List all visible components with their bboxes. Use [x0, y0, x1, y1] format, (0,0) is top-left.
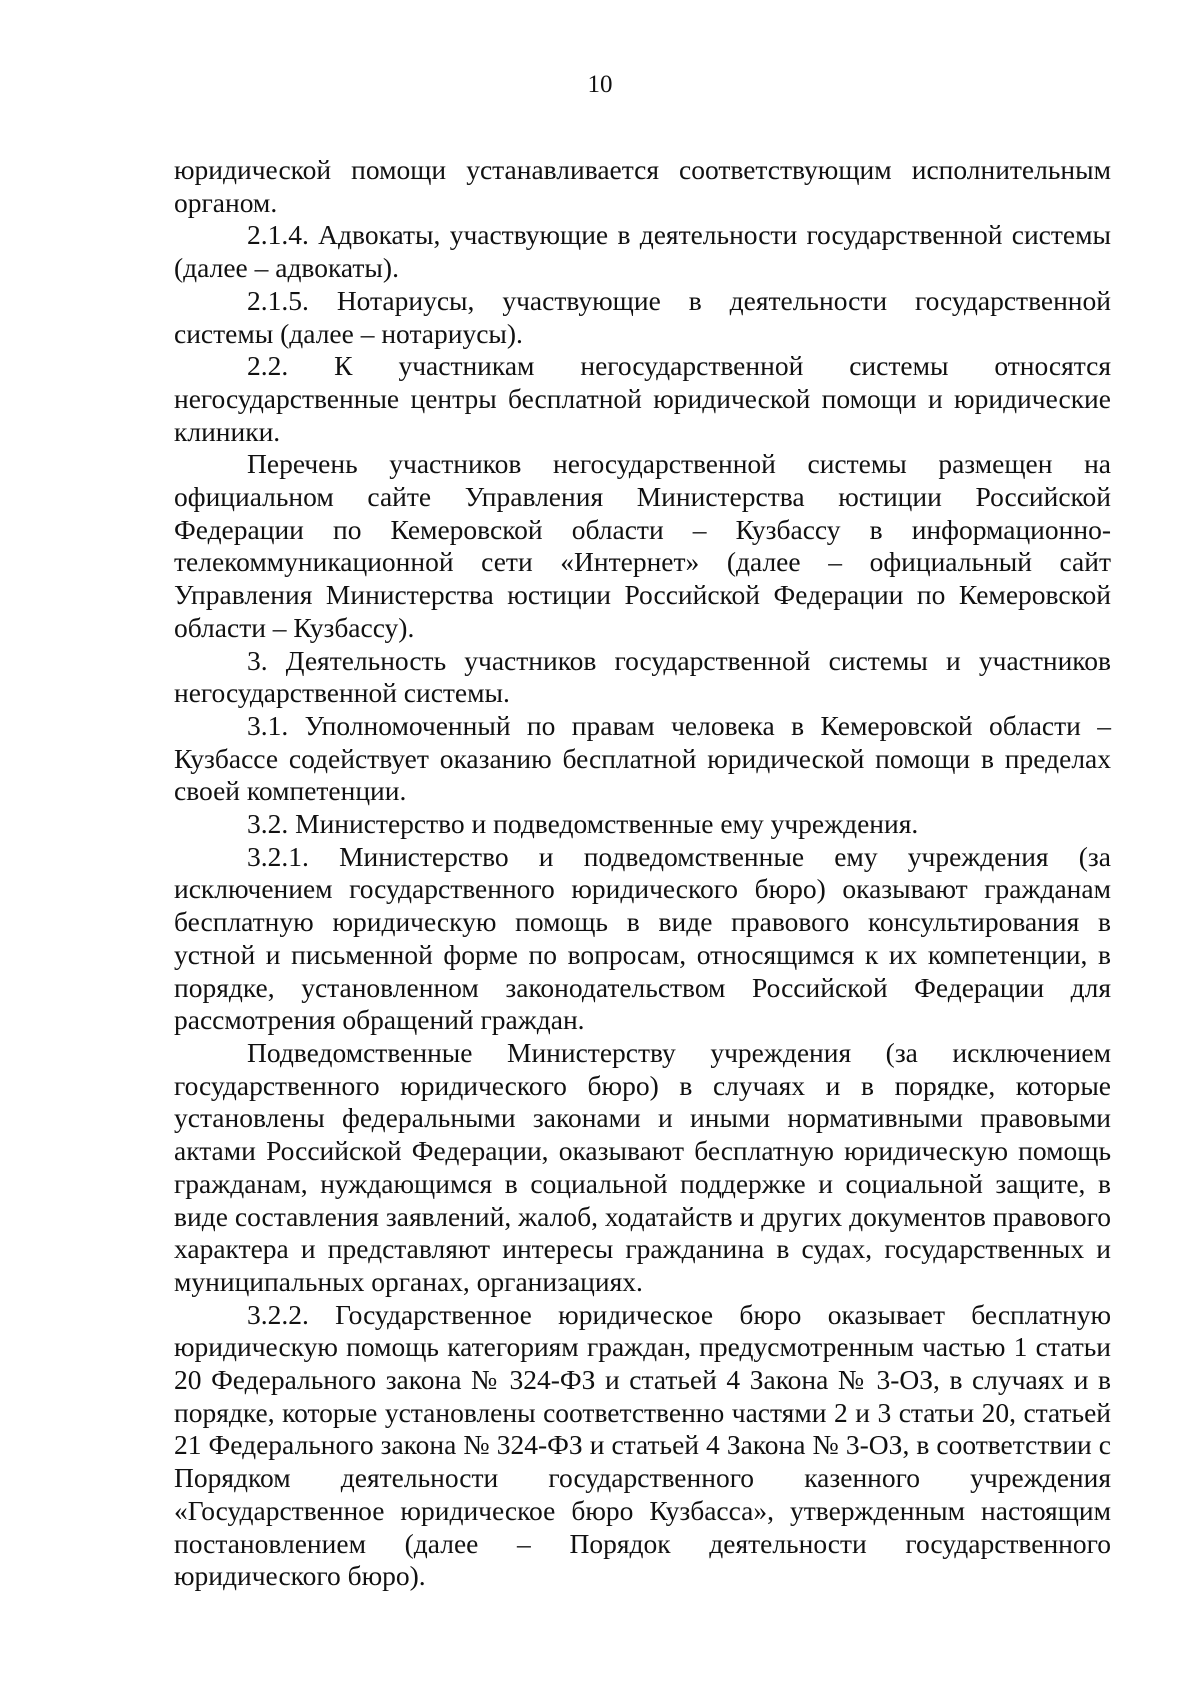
- paragraph-3-2-2: 3.2.2. Государственное юридическое бюро оказывает бесплатную юридическую помощь категориям граждан, предусмотренным частью 1 статьи 20 Федерального закона № 324-ФЗ и статьей 4 Закона № 3-ОЗ, в случаях и в порядке, которые установлены соответственно частями 2 и 3 статьи 20, статьей 21 Федерального закона № 324-ФЗ и статьей 4 Закона № 3-ОЗ, в соответствии с Порядком деятельности государственного казенного учреждения «Государственное юридическое бюро Кузбасса», утвержденным настоящим постановлением (далее – Порядок деятельности государственного юридического бюро).: [174, 1298, 1111, 1592]
- paragraph-continuation: юридической помощи устанавливается соответствующим исполнительным органом.: [174, 154, 1111, 218]
- paragraph-3-2: 3.2. Министерство и подведомственные ему учреждения.: [247, 808, 919, 840]
- document-body: [174, 154, 1111, 1593]
- paragraph-subordinate-institutions: Подведомственные Министерству учреждения (за исключением государственного юридического бюро) в случаях и в порядке, которые установлены федеральными законами и иными нормативными правовыми актами Российской Федерации, оказывают бесплатную юридическую помощь гражданам, нуждающимся в социальной поддержке и социальной защите, в виде составления заявлений, жалоб, ходатайств и других документов правового характера и представляют интересы гражданина в судах, государственных и муниципальных органах, организациях.: [174, 1036, 1111, 1297]
- paragraph-3-2-1: 3.2.1. Министерство и подведомственные ему учреждения (за исключением государственного юридического бюро) оказывают гражданам бесплатную юридическую помощь в виде правового консультирования в устной и письменной форме по вопросам, относящимся к их компетенции, в порядке, установленном законодательством Российской Федерации для рассмотрения обращений граждан.: [174, 840, 1111, 1036]
- paragraph-2-2: 2.2. К участникам негосударственной системы относятся негосударственные центры бесплатной юридической помощи и юридические клиники.: [174, 350, 1111, 447]
- page-number: 10: [587, 71, 613, 98]
- paragraph-2-1-4: 2.1.4. Адвокаты, участвующие в деятельности государственной системы (далее – адвокаты).: [174, 219, 1111, 284]
- paragraph-list-of-participants: Перечень участников негосударственной системы размещен на официальном сайте Управления Министерства юстиции Российской Федерации по Кемеровской области – Кузбассу в информационно-телекоммуникационной сети «Интернет» (далее – официальный сайт Управления Министерства юстиции Российской Федерации по Кемеровской области – Кузбассу).: [174, 448, 1111, 643]
- paragraph-2-1-5: 2.1.5. Нотариусы, участвующие в деятельности государственной системы (далее – нотариусы).: [174, 284, 1111, 349]
- paragraph-3-1: 3.1. Уполномоченный по правам человека в Кемеровской области – Кузбассе содействует оказанию бесплатной юридической помощи в пределах своей компетенции.: [174, 709, 1111, 807]
- paragraph-3: 3. Деятельность участников государственной системы и участников негосударственной системы.: [174, 644, 1111, 709]
